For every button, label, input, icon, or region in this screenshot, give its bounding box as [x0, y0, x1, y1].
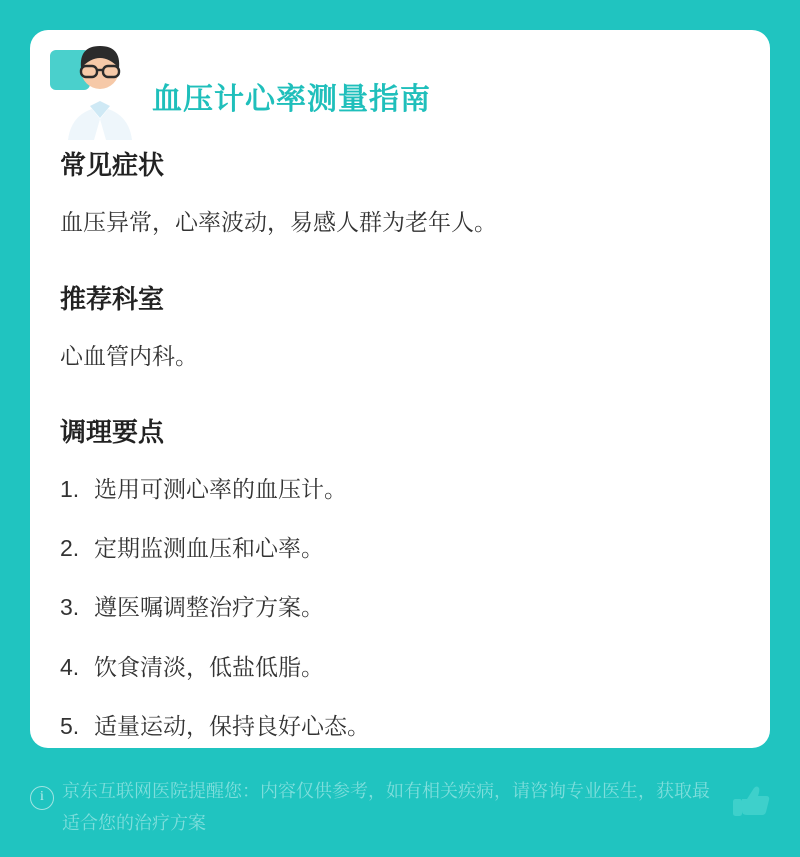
section-text-symptoms: 血压异常，心率波动，易感人群为老年人。: [60, 209, 497, 236]
list-item-label: 选用可测心率的血压计。: [94, 475, 347, 502]
guide-content: [60, 150, 744, 769]
disclaimer-text: 京东互联网医院提醒您：内容仅供参考，如有相关疾病，请咨询专业医生，获取最适合您的治疗方案: [62, 781, 710, 833]
list-item-label: 饮食清淡，低盐低脂。: [94, 653, 324, 680]
list-item-label: 定期监测血压和心率。: [94, 534, 324, 561]
section-heading-symptoms: 常见症状: [60, 150, 165, 180]
doctor-avatar-icon: [48, 44, 144, 140]
list-item: [60, 473, 744, 506]
list-item-number: 5.: [60, 712, 80, 739]
list-item-number: 4.: [60, 653, 80, 680]
list-item-label: 遵医嘱调整治疗方案。: [94, 594, 324, 621]
info-circle-icon: i: [30, 786, 54, 810]
list-item-label: 适量运动，保持良好心态。: [94, 712, 370, 739]
tips-list: [60, 473, 744, 744]
page-title: 血压计心率测量指南: [152, 83, 431, 116]
footer-disclaimer-bar: [0, 766, 800, 857]
list-item-number: 1.: [60, 475, 80, 502]
list-item: [60, 710, 744, 743]
list-item: [60, 532, 744, 565]
list-item-number: 3.: [60, 594, 80, 621]
section-heading-tips: 调理要点: [60, 417, 165, 448]
guide-card: [30, 30, 770, 748]
list-item-number: 2.: [60, 534, 80, 561]
list-item: [60, 591, 744, 624]
list-item: [60, 651, 744, 684]
section-heading-department: 推荐科室: [60, 283, 165, 314]
section-text-department: 心血管内科。: [60, 342, 198, 369]
thumbs-up-icon[interactable]: [728, 780, 772, 824]
